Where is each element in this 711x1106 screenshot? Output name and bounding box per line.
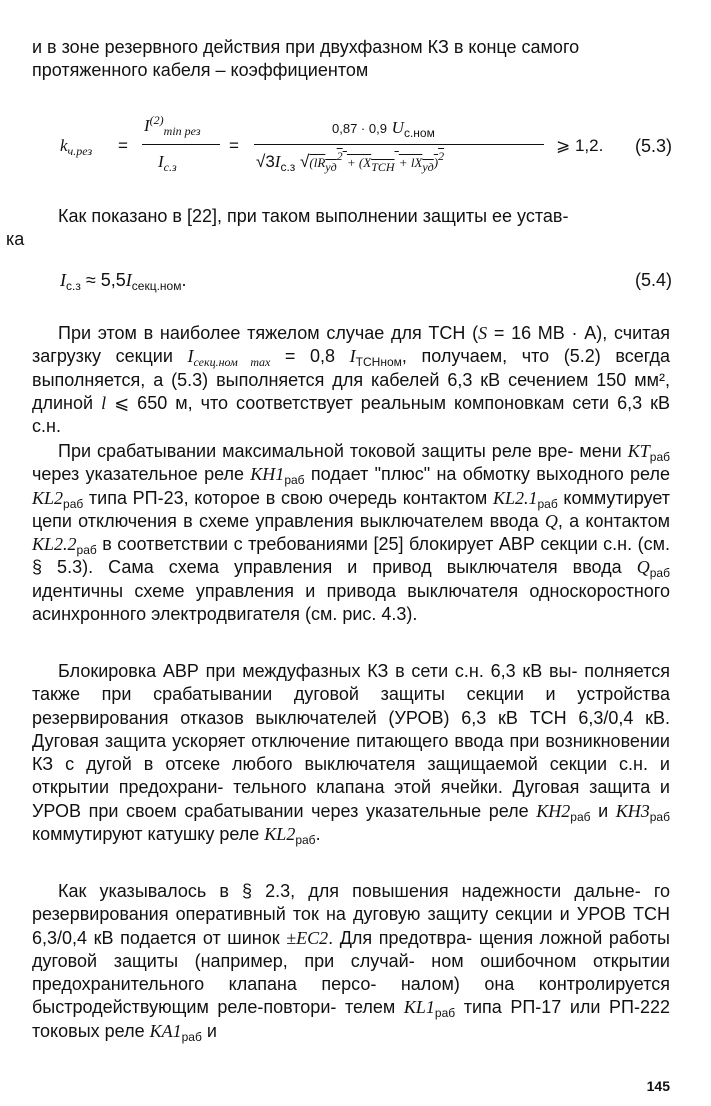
fraction1-denominator: $I_{с.з}$ xyxy=(158,152,177,174)
fraction2-numerator: 0,87 · 0,9 $U_{с.ном}$ xyxy=(332,118,435,140)
equation-number-5-4: (5.4) xyxy=(634,270,672,290)
intro-text xyxy=(32,36,670,83)
formula-lhs: $k_{ч.рез}$ xyxy=(60,136,93,158)
equals-sign: = xyxy=(118,136,128,155)
fraction2-denominator: $√3I_{с.з}$ $√(lR_{уд}^2 + (X_{ТСН} + lX_{уд})^2$ xyxy=(256,149,445,174)
intro-line-1: и в зоне резервного действия при двухфазном КЗ в конце самого xyxy=(32,37,580,57)
formula-5-4-body: $I_{с.з} \approx 5,5I_{секц.ном}$. xyxy=(60,270,187,293)
fraction1-bar xyxy=(142,144,220,145)
equals-sign-2: = xyxy=(229,136,239,155)
formula-5-3 xyxy=(32,108,672,188)
intro-line-2: протяженного кабеля – коэффициентом xyxy=(32,60,369,81)
paragraph-1: При этом в наиболее тяжелом случае для ТСН (S = 16 МВ · А), считая загрузку секции $I_{секц.ном max} = 0,8$ $I_{ТСНном}$, получаем, что (5.2) всегда выполняется, а (5.3) выполняется для кабелей 6,3 кВ сечением 150 мм², длиной l ⩽ 650 м, что соответствует реальным компоновкам сети 6,3 кВ с.н. xyxy=(32,323,670,437)
paragraph-3: Блокировка АВР при междуфазных КЗ в сети с.н. 6,3 кВ вы- полняется также при срабатывании дуговой защиты секции и устройства резервирования отказов выключателей (УРОВ) 6,3 кВ ТСН 6,3/0,4 кВ. Дуговая защита ускоряет отключение питающего ввода при возникновении КЗ с дугой в отсеке любого выключателя защищаемой секции с.н. и открытии предохрани- тельного клапана этой ячейки. Дуговая защита и УРОВ при своем срабатывании через указательные реле $KH2_{раб}$ и $KH3_{раб}$ коммутируют катушку реле $KL2_{раб}$. xyxy=(32,661,670,848)
fraction2-bar xyxy=(254,144,544,145)
paragraph-4: Как указывалось в § 2.3, для повышения надежности дальне- го резервирования оперативный ток на дуговую защиту секции и УРОВ ТСН 6,3/0,4 кВ подается от шинок ±EC2. Для предотвра- щения ложной работы дуговой защиты (например, при случай- ном ошибочном открытии предохранительного клапана персо- налом) она контролируется быстродействующим реле-повтори- телем $KL1_{раб}$ типа РП-17 или РП-222 токовых реле $KA1_{раб}$ и xyxy=(32,881,670,1044)
inequality: ⩾ 1,2. xyxy=(556,136,604,155)
page-number: 145 xyxy=(646,1078,670,1094)
formula-5-4 xyxy=(32,268,672,298)
paragraph-2: При срабатывании максимальной токовой защиты реле вре- мени $KT_{раб}$ через указательное реле $KH1_{раб}$ подает "плюс" на обмотку выходного реле $KL2_{раб}$ типа РП-23, которое в свою очередь контактом $KL2.1_{раб}$ коммутирует цепи отключения в схеме управления выключателем ввода Q, а контактом $KL2.2_{раб}$ в соответствии с требованиями [25] блокирует АВР секции с.н. (см. § 5.3). Сама схема управления и привод выключателя ввода $Q_{раб}$ идентичны схеме управления и привода выключателя односкоростного асинхронного электродвигателя (см. рис. 4.3). xyxy=(32,441,670,625)
equation-number-5-3: (5.3) xyxy=(634,136,672,156)
fraction1-numerator: $I^{(2)}_{min рез}$ xyxy=(144,113,201,138)
paragraph-shown: Как показано в [22], при таком выполнении защиты ее устав- ка xyxy=(6,206,569,250)
